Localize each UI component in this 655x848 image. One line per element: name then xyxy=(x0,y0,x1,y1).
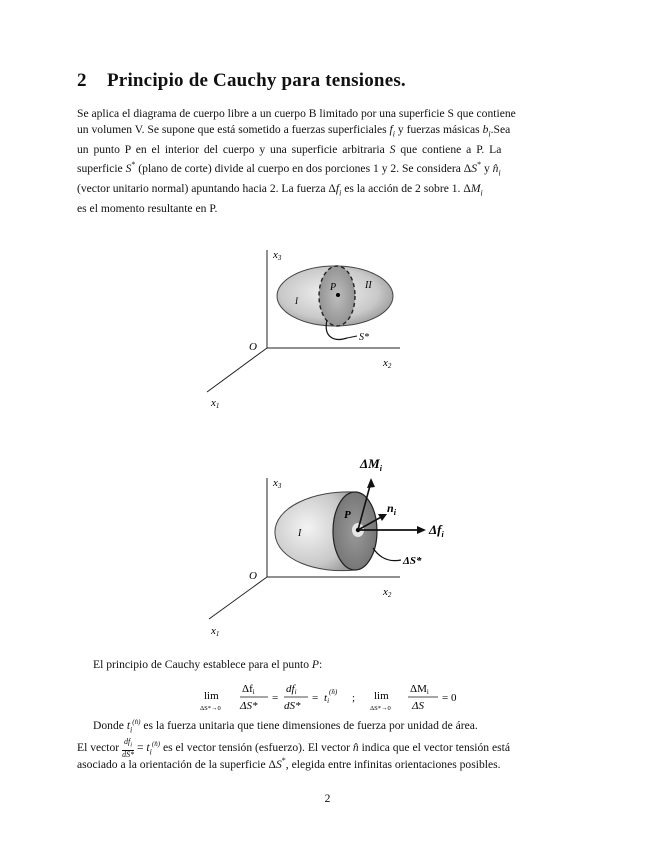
eq-lim-sub-1: ΔS*→0 xyxy=(200,705,221,712)
label-region-1: I xyxy=(295,296,298,306)
label-origin: O xyxy=(249,570,257,582)
label-x3: x3 xyxy=(273,249,282,262)
intro-line-1: Se aplica el diagrama de cuerpo libre a un cuerpo B limitado por una superficie S que contiene xyxy=(77,107,516,120)
eq-frac2-den: dS* xyxy=(284,700,301,712)
label-x1: x1 xyxy=(211,625,220,638)
vector-paragraph-line-2: asociado a la orientación de la superficie ΔS*, elegida entre infinitas orientaciones posibles. xyxy=(77,756,501,771)
axis-x1 xyxy=(207,348,267,392)
label-x3: x3 xyxy=(273,477,282,490)
label-region-2: II xyxy=(365,280,372,291)
eq-frac2-num: dfi xyxy=(286,683,297,696)
eq-frac1-den: ΔS* xyxy=(240,700,258,712)
eq-lim-2: lim xyxy=(374,690,389,702)
cut-leader xyxy=(373,548,401,561)
label-x2: x2 xyxy=(383,357,392,370)
eq-separator: ; xyxy=(352,692,356,704)
eq-frac1-num: Δfi xyxy=(242,683,255,696)
label-point: P xyxy=(330,282,337,293)
label-cut: S* xyxy=(359,332,369,343)
intro-line-3: un punto P en el interior del cuerpo y una superficie arbitraria S que contiene a P. La xyxy=(77,142,502,156)
eq-lim-1: lim xyxy=(204,690,219,702)
page-number: 2 xyxy=(324,792,331,805)
point-p-dot xyxy=(336,293,340,297)
label-x1: x1 xyxy=(211,397,220,410)
label-normal: $n_i$ xyxy=(387,501,396,517)
eq-frac3-den: ΔS xyxy=(412,700,424,712)
label-cut: ΔS* xyxy=(403,555,422,567)
axis-x1 xyxy=(209,577,267,619)
label-x2: x2 xyxy=(383,586,392,599)
label-region-1: I xyxy=(298,528,302,539)
figure-body-cut xyxy=(195,238,435,418)
figure-section-forces xyxy=(195,452,455,647)
cauchy-equation xyxy=(200,680,480,714)
intro-line-6: es el momento resultante en P. xyxy=(77,201,218,215)
intro-line-5: (vector unitario normal) apuntando hacia 2. La fuerza $\Delta f_i$ es la acción de 2 sobre 1. $\Delta M_i$ xyxy=(77,181,483,198)
label-force: $\Delta f_i$ xyxy=(429,522,444,539)
donde-paragraph: Donde $t_i^{(n̂)}$ es la fuerza unitaria que tiene dimensiones de fuerza por unidad de área. xyxy=(93,718,478,735)
section-number: 2 xyxy=(77,70,87,91)
section-title: Principio de Cauchy para tensiones. xyxy=(107,70,406,91)
section-heading xyxy=(77,70,406,92)
intro-line-4: superficie S* (plano de corte) divide al cuerpo en dos porciones 1 y 2. Se considera ΔS* y $n̂_i$ xyxy=(77,160,501,178)
eq-frac3-num: ΔMi xyxy=(410,683,429,696)
svg-text:=: = xyxy=(312,692,319,704)
eq-zero: = 0 xyxy=(442,692,457,704)
label-point: P xyxy=(344,509,351,521)
eq-lim-sub-2: ΔS*→0 xyxy=(370,705,391,712)
label-origin: O xyxy=(249,341,257,353)
label-moment: $\Delta M_i$ xyxy=(360,456,382,473)
intro-paragraph xyxy=(77,106,579,216)
vector-paragraph-line-1: El vector $df_i$ $dS* = t_i^{(n̂)}$ es el vector tensión (esfuerzo). El vector n̂ indica que el vector tensión está xyxy=(77,737,510,759)
svg-text:=: = xyxy=(272,692,279,704)
cauchy-statement: El principio de Cauchy establece para el punto P: xyxy=(93,658,323,671)
intro-line-2: un volumen V. Se supone que está sometido a fuerzas superficiales $f_i$ y fuerzas másicas $b_i.Sea$ xyxy=(77,122,511,138)
eq-traction: $ti^{(n̂)}$ xyxy=(324,688,338,705)
